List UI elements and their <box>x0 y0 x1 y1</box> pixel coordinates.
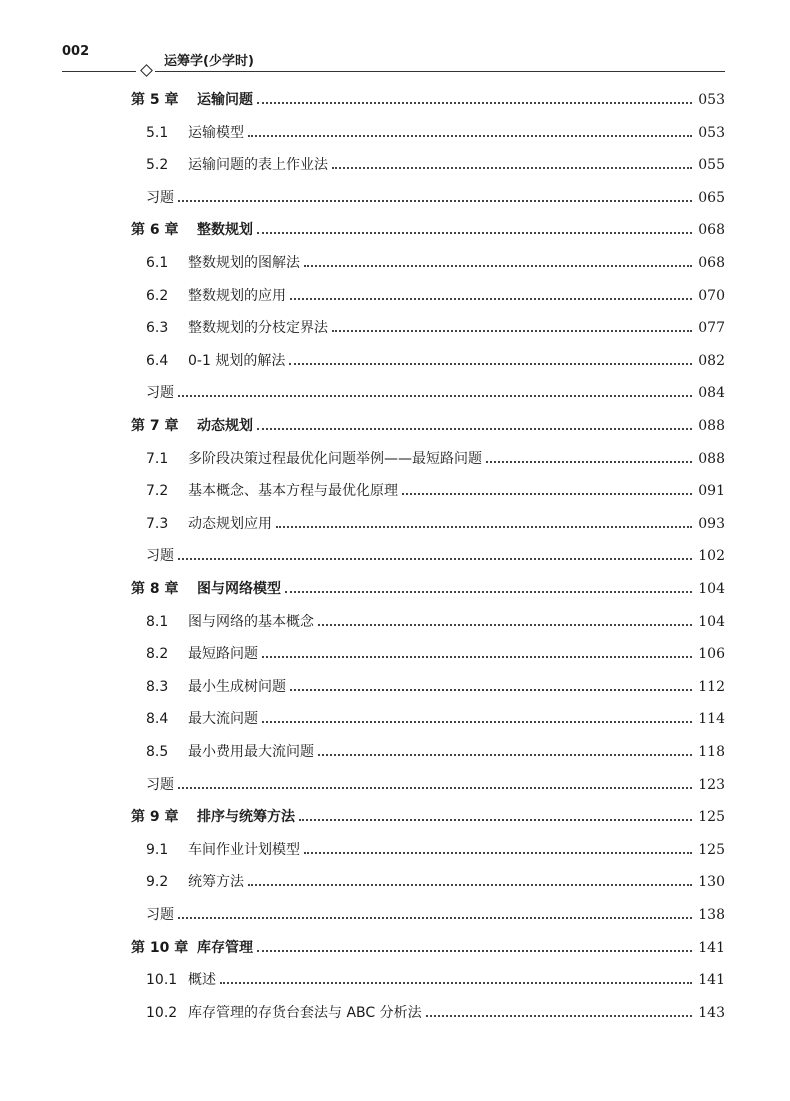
toc-entry-page: 070 <box>698 287 725 304</box>
dot-leader <box>304 852 692 854</box>
toc-entry-title: 运输模型 <box>188 124 244 141</box>
dot-leader <box>248 884 692 886</box>
toc-entry-title: 图与网络模型 <box>197 581 281 597</box>
toc-entry-number: 8.2 <box>146 646 169 663</box>
dot-leader <box>262 721 692 723</box>
toc-entry-number: 6.4 <box>146 352 169 369</box>
toc-entry-number: 第 6 章 <box>131 222 179 239</box>
toc-entry-page: 053 <box>698 92 725 108</box>
dot-leader <box>332 167 692 169</box>
toc-entry-title: 习题 <box>146 548 174 565</box>
toc-entry-number: 6.3 <box>146 320 169 337</box>
toc-entry-title: 统筹方法 <box>188 874 244 891</box>
toc-entry-page: 055 <box>698 157 725 174</box>
toc-entry-title: 习题 <box>146 776 174 793</box>
toc-section-entry[interactable] <box>146 250 725 276</box>
toc-section-entry[interactable] <box>146 478 725 504</box>
toc-section-entry[interactable] <box>146 869 725 895</box>
dot-leader <box>402 493 692 495</box>
toc-entry-title: 最小生成树问题 <box>188 678 286 695</box>
toc-entry-page: 114 <box>698 711 725 728</box>
toc-entry-number: 7.2 <box>146 483 169 500</box>
toc-entry-title: 最短路问题 <box>188 646 258 663</box>
toc-entry-number: 5.1 <box>146 124 169 141</box>
toc-entry-number: 9.2 <box>146 874 169 891</box>
toc-entry-title: 车间作业计划模型 <box>188 841 300 858</box>
toc-entry-title: 最小费用最大流问题 <box>188 744 314 760</box>
toc-section-entry[interactable] <box>146 641 725 667</box>
toc-entry-number: 第 10 章 <box>131 939 189 956</box>
header-rule-right <box>155 71 725 72</box>
toc-section-entry[interactable] <box>146 446 725 472</box>
dot-leader <box>290 298 692 300</box>
diamond-ornament-icon <box>140 64 153 77</box>
toc-entry-page: 068 <box>698 255 725 271</box>
toc-section-entry[interactable] <box>146 967 725 993</box>
toc-section-entry[interactable] <box>146 739 725 765</box>
dot-leader <box>178 395 692 397</box>
toc-chapter-entry[interactable] <box>131 935 725 961</box>
dot-leader <box>257 102 692 104</box>
toc-entry-page: 112 <box>698 678 725 695</box>
toc-entry-title: 整数规划的应用 <box>188 287 286 304</box>
toc-entry-title: 运输问题 <box>197 92 253 108</box>
toc-entry-page: 130 <box>698 874 725 891</box>
dot-leader <box>276 526 692 528</box>
toc-entry-number: 第 8 章 <box>131 581 179 597</box>
toc-section-entry[interactable] <box>146 511 725 537</box>
page-number: 002 <box>62 44 90 59</box>
toc-entry-page: 125 <box>698 809 725 826</box>
header-rule-left <box>62 71 136 72</box>
dot-leader <box>486 461 692 463</box>
toc-section-entry[interactable] <box>146 674 725 700</box>
toc-entry-page: 125 <box>698 841 725 858</box>
toc-section-entry[interactable] <box>146 152 725 178</box>
dot-leader <box>318 754 692 756</box>
toc-entry-number: 8.4 <box>146 711 169 728</box>
toc-entry-title: 动态规划应用 <box>188 515 272 532</box>
toc-chapter-entry[interactable] <box>131 576 725 602</box>
dot-leader <box>285 591 692 593</box>
toc-entry-number: 第 9 章 <box>131 809 179 826</box>
toc-entry-title: 库存管理的存货台套法与 ABC 分析法 <box>188 1004 422 1021</box>
dot-leader <box>178 787 692 789</box>
toc-entry-page: 093 <box>698 515 725 532</box>
toc-entry-page: 118 <box>698 744 725 760</box>
dot-leader <box>257 232 692 234</box>
toc-entry-number: 8.3 <box>146 678 169 695</box>
toc-exercise-entry[interactable] <box>146 902 725 928</box>
toc-entry-title: 习题 <box>146 907 174 923</box>
toc-chapter-entry[interactable] <box>131 87 725 113</box>
book-title: 运筹学(少学时) <box>164 54 254 69</box>
page-header <box>0 0 790 80</box>
toc-entry-number: 10.2 <box>146 1004 178 1021</box>
toc-entry-title: 排序与统筹方法 <box>197 809 295 826</box>
toc-entry-number: 第 7 章 <box>131 418 179 434</box>
toc-entry-number: 7.1 <box>146 450 169 467</box>
dot-leader <box>178 558 692 560</box>
dot-leader <box>426 1015 693 1017</box>
dot-leader <box>299 819 692 821</box>
toc-entry-title: 整数规划的分枝定界法 <box>188 320 328 337</box>
toc-entry-number: 6.2 <box>146 287 169 304</box>
toc-chapter-entry[interactable] <box>131 217 725 243</box>
toc-entry-title: 最大流问题 <box>188 711 258 728</box>
toc-entry-page: 077 <box>698 320 725 337</box>
toc-section-entry[interactable] <box>146 706 725 732</box>
toc-entry-title: 概述 <box>188 972 216 989</box>
toc-entry-page: 102 <box>698 548 725 565</box>
toc-entry-title: 运输问题的表上作业法 <box>188 157 328 174</box>
dot-leader <box>289 363 692 365</box>
toc-exercise-entry[interactable] <box>146 380 725 406</box>
toc-entry-page: 138 <box>698 907 725 923</box>
toc-entry-number: 6.1 <box>146 255 169 271</box>
dot-leader <box>220 982 692 984</box>
toc-entry-title: 整数规划 <box>197 222 253 239</box>
toc-entry-title: 习题 <box>146 189 174 206</box>
toc-section-entry[interactable] <box>146 1000 725 1026</box>
toc-entry-page: 091 <box>698 483 725 500</box>
toc-exercise-entry[interactable] <box>146 772 725 798</box>
toc-entry-page: 106 <box>698 646 725 663</box>
dot-leader <box>178 917 692 919</box>
toc-entry-title: 多阶段决策过程最优化问题举例——最短路问题 <box>188 450 482 467</box>
dot-leader <box>290 689 692 691</box>
toc-entry-page: 082 <box>698 352 725 369</box>
toc-entry-page: 088 <box>698 418 725 434</box>
toc-chapter-entry[interactable] <box>131 413 725 439</box>
toc-entry-number: 8.5 <box>146 744 169 760</box>
toc-section-entry[interactable] <box>146 348 725 374</box>
toc-chapter-entry[interactable] <box>131 804 725 830</box>
toc-section-entry[interactable] <box>146 609 725 635</box>
toc-entry-page: 104 <box>698 613 725 630</box>
toc-entry-page: 088 <box>698 450 725 467</box>
dot-leader <box>332 330 692 332</box>
dot-leader <box>248 135 692 137</box>
toc-entry-number: 第 5 章 <box>131 92 179 108</box>
dot-leader <box>262 656 692 658</box>
dot-leader <box>178 200 692 202</box>
toc-entry-page: 141 <box>698 939 725 956</box>
toc-entry-title: 基本概念、基本方程与最优化原理 <box>188 483 398 500</box>
dot-leader <box>257 428 692 430</box>
toc-section-entry[interactable] <box>146 120 725 146</box>
toc-exercise-entry[interactable] <box>146 185 725 211</box>
dot-leader <box>257 950 692 952</box>
toc-entry-page: 143 <box>698 1004 725 1021</box>
toc-entry-page: 141 <box>698 972 725 989</box>
toc-entry-title: 习题 <box>146 385 174 402</box>
toc-entry-number: 10.1 <box>146 972 178 989</box>
toc-section-entry[interactable] <box>146 315 725 341</box>
toc-section-entry[interactable] <box>146 283 725 309</box>
toc-entry-page: 084 <box>698 385 725 402</box>
dot-leader <box>318 624 692 626</box>
toc-entry-number: 5.2 <box>146 157 169 174</box>
toc-entry-number: 7.3 <box>146 515 169 532</box>
toc-entry-page: 068 <box>698 222 725 239</box>
toc-entry-page: 104 <box>698 581 725 597</box>
toc-entry-number: 9.1 <box>146 841 169 858</box>
toc-section-entry[interactable] <box>146 837 725 863</box>
toc-entry-title: 0-1 规划的解法 <box>188 352 286 369</box>
dot-leader <box>304 265 692 267</box>
toc-entry-number: 8.1 <box>146 613 169 630</box>
toc-entry-title: 库存管理 <box>197 939 253 956</box>
toc-exercise-entry[interactable] <box>146 543 725 569</box>
toc-entry-title: 整数规划的图解法 <box>188 255 300 271</box>
toc-entry-title: 图与网络的基本概念 <box>188 613 314 630</box>
toc-entry-page: 053 <box>698 124 725 141</box>
toc-entry-page: 123 <box>698 776 725 793</box>
toc-entry-title: 动态规划 <box>197 418 253 434</box>
toc-entry-page: 065 <box>698 189 725 206</box>
